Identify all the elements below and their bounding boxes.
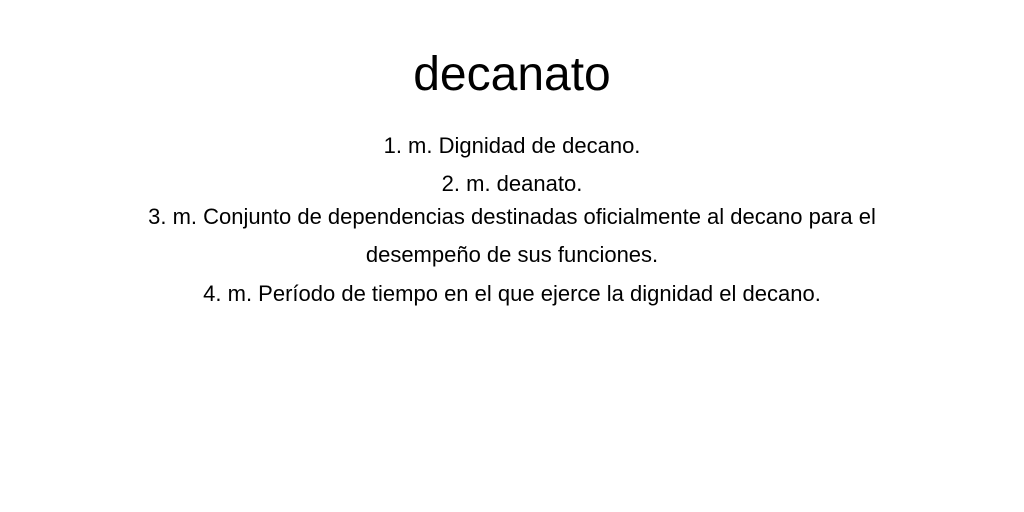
headword: decanato: [413, 48, 611, 101]
definition-2: 2. m. deanato.: [441, 171, 583, 196]
definition-3-continued: desempeño de sus funciones.: [365, 242, 659, 267]
definition-1: 1. m. Dignidad de decano.: [383, 133, 641, 158]
definition-3: 3. m. Conjunto de dependencias destinadas oficialmente al decano para el: [148, 204, 876, 229]
definition-4: 4. m. Período de tiempo en el que ejerce la dignidad el decano.: [203, 281, 821, 306]
